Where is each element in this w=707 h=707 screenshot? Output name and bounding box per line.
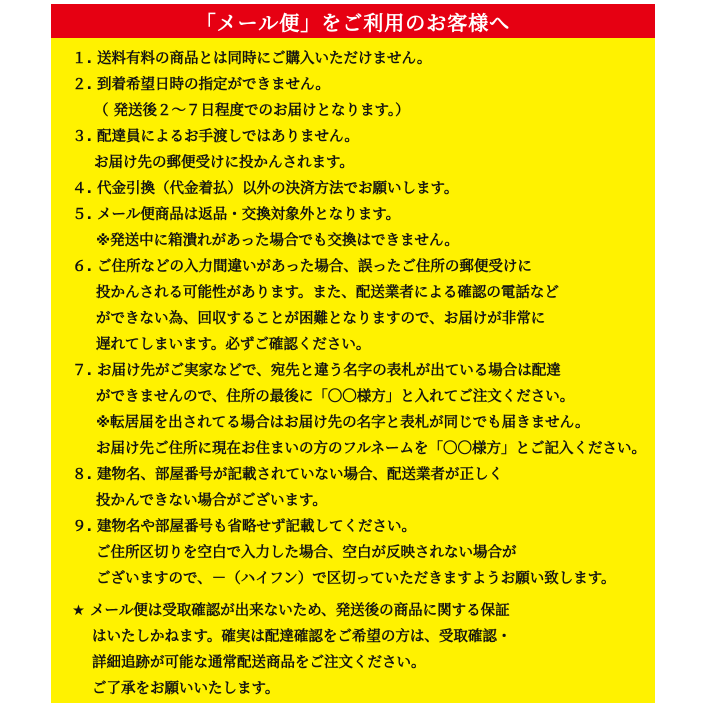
notice-line-9: ６. ご住所などの入力間違いがあった場合、誤ったご住所の郵便受けに xyxy=(72,259,532,275)
notice-line-8: ※発送中に箱潰れがあった場合でも交換はできません。 xyxy=(96,233,459,249)
notice-line-17: ８. 建物名、部屋番号が記載されていない場合、配送業者が正しく xyxy=(72,467,504,483)
notice-line-18: 投かんできない場合がございます。 xyxy=(96,493,327,509)
notice-line-11: ができない為、回収することが困難となりますので、お届けが非常に xyxy=(96,311,546,327)
notice-line-15: ※転居届を出されてる場合はお届け先の名字と表札が同じでも届きません。 xyxy=(96,415,590,431)
notice-line-22: ★ メール便は受取確認が出来ないため、発送後の商品に関する保証 xyxy=(72,603,510,619)
notice-line-6: ４. 代金引換（代金着払）以外の決済方法でお願いします。 xyxy=(72,181,459,197)
notice-line-13: ７. お届け先がご実家などで、宛先と違う名字の表札が出ている場合は配達 xyxy=(72,363,561,379)
notice-line-25: ご了承をお願いいたします。 xyxy=(92,681,280,697)
notice-line-4: ３. 配達員によるお手渡しではありません。 xyxy=(72,129,359,145)
notice-line-2: ２. 到着希望日時の指定ができません。 xyxy=(72,77,330,93)
notice-banner xyxy=(51,4,655,38)
notice-line-21: ございますので、－（ハイフン）で区切っていただきますようお願い致します。 xyxy=(96,571,616,587)
notice-line-1: １. 送料有料の商品とは同時にご購入いただけません。 xyxy=(72,51,432,67)
notice-line-24: 詳細追跡が可能な通常配送商品をご注文ください。 xyxy=(92,655,426,671)
notice-line-16: お届け先ご住所に現在お住まいの方のフルネームを「〇〇様方」とご記入ください。 xyxy=(96,441,646,457)
notice-line-3: （ 発送後２～７日程度でのお届けとなります。） xyxy=(94,103,410,119)
notice-line-10: 投かんされる可能性があります。また、配送業者による確認の電話など xyxy=(96,285,559,301)
notice-line-23: はいたしかねます。確実は配達確認をご希望の方は、受取確認・ xyxy=(92,629,512,645)
notice-line-5: お届け先の郵便受けに投かんされます。 xyxy=(94,155,354,171)
banner-title: 「メール便」をご利用のお客様へ xyxy=(195,10,511,35)
notice-line-14: ができませんので、住所の最後に「〇〇様方」と入れてご注文ください。 xyxy=(96,389,575,405)
notice-line-20: ご住所区切りを空白で入力した場合、空白が反映されない場合が xyxy=(96,545,517,561)
notice-panel xyxy=(51,38,655,703)
notice-line-7: ５. メール便商品は返品・交換対象外となります。 xyxy=(72,207,401,223)
notice-line-19: ９. 建物名や部屋番号も省略せず記載してください。 xyxy=(72,519,417,535)
notice-line-12: 遅れてしまいます。必ずご確認ください。 xyxy=(96,337,371,353)
